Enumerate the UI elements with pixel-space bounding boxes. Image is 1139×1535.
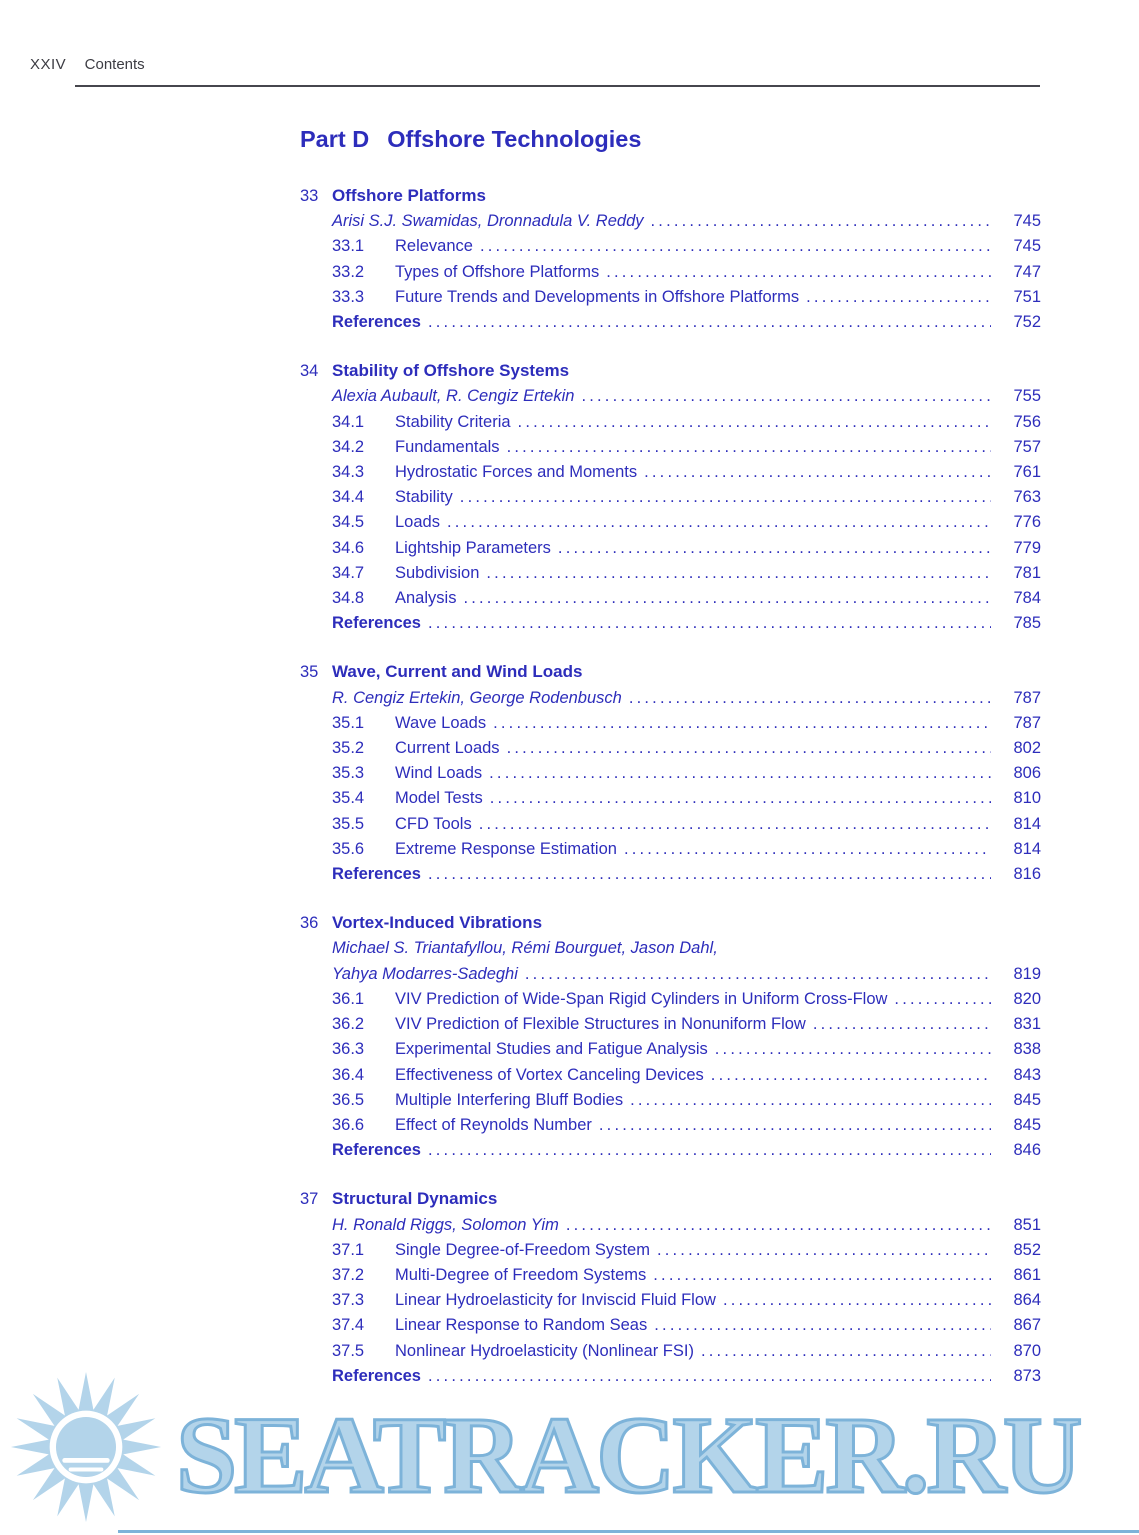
watermark [0, 1358, 1139, 1535]
section-title: Linear Hydroelasticity for Inviscid Fluid Flow [395, 1291, 716, 1310]
section-title: VIV Prediction of Flexible Structures in Nonuniform Flow [395, 1015, 806, 1034]
chapter-title: Structural Dynamics [332, 1189, 498, 1209]
page-ref: 816 [1013, 865, 1041, 884]
toc-section-row [300, 1063, 1041, 1088]
chapter-title: Vortex-Induced Vibrations [332, 913, 543, 933]
section-number: 34.8 [332, 589, 365, 608]
page-ref: 845 [1013, 1090, 1041, 1109]
references-row [300, 1138, 1041, 1163]
toc-section-row [300, 1288, 1041, 1313]
dot-leader [806, 285, 991, 310]
dot-leader [460, 485, 991, 510]
page-ref: 781 [1013, 563, 1041, 582]
toc-chapter-block [300, 183, 1041, 335]
toc [300, 183, 1041, 1389]
dot-leader [507, 736, 991, 761]
watermark-underline [118, 1530, 1139, 1533]
toc-chapter-block [300, 910, 1041, 1163]
section-number: 36.1 [332, 989, 365, 1008]
section-number: 34.7 [332, 563, 365, 582]
page-ref: 751 [1013, 287, 1041, 306]
page-number-label: XXIV [30, 56, 67, 73]
toc-section-row [300, 1037, 1041, 1062]
section-title: Linear Response to Random Seas [395, 1316, 648, 1335]
chapter-heading [300, 183, 1041, 209]
dot-leader [428, 862, 991, 887]
dot-leader [480, 234, 991, 259]
page-ref: 870 [1013, 1341, 1041, 1360]
references-label: References [332, 1141, 421, 1160]
sun-logo-icon [2, 1368, 170, 1526]
dot-leader [486, 561, 991, 586]
chapter-number: 37 [300, 1190, 319, 1209]
page-ref: 787 [1013, 713, 1041, 732]
section-number: 34.3 [332, 463, 365, 482]
toc-section-row [300, 234, 1041, 259]
section-number: 34.2 [332, 437, 365, 456]
toc-section-row [300, 987, 1041, 1012]
toc-section-row [300, 837, 1041, 862]
toc-section-row [300, 460, 1041, 485]
section-title: Lightship Parameters [395, 538, 551, 557]
section-number: 36.6 [332, 1115, 365, 1134]
section-title: Multiple Interfering Bluff Bodies [395, 1090, 624, 1109]
toc-section-row [300, 761, 1041, 786]
dot-leader [581, 384, 991, 409]
section-title: Multi-Degree of Freedom Systems [395, 1265, 647, 1284]
toc-section-row [300, 561, 1041, 586]
references-label: References [332, 614, 421, 633]
toc-content [300, 126, 1041, 1412]
dot-leader [518, 410, 991, 435]
chapter-authors: Alexia Aubault, R. Cengiz Ertekin [332, 387, 575, 406]
dot-leader [447, 510, 991, 535]
chapter-authors-row [300, 1213, 1041, 1238]
chapter-authors: Arisi S.J. Swamidas, Dronnadula V. Reddy [332, 212, 644, 231]
section-title: Subdivision [395, 563, 480, 582]
chapter-authors-row [300, 962, 1041, 987]
chapter-number: 36 [300, 914, 319, 933]
dot-leader [813, 1012, 991, 1037]
section-number: 35.3 [332, 764, 365, 783]
toc-chapter-block [300, 358, 1041, 636]
page-ref: 861 [1013, 1265, 1041, 1284]
section-title: Wave Loads [395, 713, 487, 732]
section-title: CFD Tools [395, 814, 472, 833]
watermark-text: SEATRACKER.RU [176, 1394, 1080, 1516]
page-ref: 873 [1013, 1366, 1041, 1385]
part-heading [300, 126, 1041, 153]
section-number: 34.5 [332, 513, 365, 532]
dot-leader [599, 1113, 991, 1138]
dot-leader [629, 686, 991, 711]
dot-leader [654, 1313, 991, 1338]
section-number: 34.1 [332, 412, 365, 431]
chapter-authors-row [300, 384, 1041, 409]
page-ref: 757 [1013, 437, 1041, 456]
toc-section-row [300, 786, 1041, 811]
dot-leader [657, 1238, 991, 1263]
page-ref: 852 [1013, 1240, 1041, 1259]
chapter-title: Wave, Current and Wind Loads [332, 662, 583, 682]
dot-leader [490, 786, 991, 811]
page-ref: 787 [1013, 688, 1041, 707]
page-ref: 814 [1013, 839, 1041, 858]
dot-leader [463, 586, 991, 611]
references-label: References [332, 865, 421, 884]
section-number: 33.3 [332, 287, 365, 306]
toc-section-row [300, 510, 1041, 535]
page-header [30, 56, 145, 74]
dot-leader [493, 711, 991, 736]
section-title: VIV Prediction of Wide-Span Rigid Cylinders in Uniform Cross-Flow [395, 989, 888, 1008]
chapter-heading [300, 910, 1041, 936]
contents-label: Contents [84, 56, 145, 73]
dot-leader [624, 837, 991, 862]
page-ref: 810 [1013, 789, 1041, 808]
section-number: 33.2 [332, 262, 365, 281]
section-title: Loads [395, 513, 440, 532]
dot-leader [428, 1138, 991, 1163]
toc-section-row [300, 1313, 1041, 1338]
page-ref: 755 [1013, 387, 1041, 406]
section-title: Effectiveness of Vortex Canceling Devices [395, 1065, 704, 1084]
section-title: Single Degree-of-Freedom System [395, 1240, 650, 1259]
section-title: Future Trends and Developments in Offshore Platforms [395, 287, 800, 306]
chapter-authors: H. Ronald Riggs, Solomon Yim [332, 1215, 559, 1234]
section-number: 36.3 [332, 1040, 365, 1059]
dot-leader [606, 260, 991, 285]
toc-section-row [300, 1238, 1041, 1263]
section-number: 37.5 [332, 1341, 365, 1360]
chapter-authors-row [300, 936, 1041, 961]
dot-leader [428, 611, 991, 636]
section-number: 37.4 [332, 1316, 365, 1335]
section-title: Relevance [395, 237, 473, 256]
section-title: Current Loads [395, 739, 500, 758]
toc-section-row [300, 410, 1041, 435]
page-ref: 779 [1013, 538, 1041, 557]
dot-leader [566, 1213, 991, 1238]
dot-leader [723, 1288, 991, 1313]
dot-leader [507, 435, 991, 460]
page-ref: 820 [1013, 989, 1041, 1008]
page-ref: 814 [1013, 814, 1041, 833]
chapter-authors: Yahya Modarres-Sadeghi [332, 964, 518, 983]
section-title: Model Tests [395, 789, 483, 808]
chapter-number: 33 [300, 187, 319, 205]
section-title: Analysis [395, 589, 457, 608]
references-label: References [332, 1366, 421, 1385]
toc-section-row [300, 285, 1041, 310]
dot-leader [644, 460, 991, 485]
page-ref: 784 [1013, 589, 1041, 608]
page-ref: 785 [1013, 614, 1041, 633]
page-ref: 845 [1013, 1115, 1041, 1134]
page-ref: 867 [1013, 1316, 1041, 1335]
toc-section-row [300, 1012, 1041, 1037]
page-ref: 851 [1013, 1215, 1041, 1234]
chapter-heading [300, 1186, 1041, 1212]
section-number: 35.4 [332, 789, 365, 808]
part-title: Offshore Technologies [387, 126, 642, 152]
page-ref: 819 [1013, 964, 1041, 983]
page-ref: 864 [1013, 1291, 1041, 1310]
section-number: 35.5 [332, 814, 365, 833]
toc-section-row [300, 1113, 1041, 1138]
toc-section-row [300, 711, 1041, 736]
page-ref: 756 [1013, 412, 1041, 431]
section-number: 35.1 [332, 713, 365, 732]
chapter-authors: R. Cengiz Ertekin, George Rodenbusch [332, 688, 622, 707]
section-number: 35.6 [332, 839, 365, 858]
page-ref: 745 [1013, 237, 1041, 256]
section-title: Experimental Studies and Fatigue Analysis [395, 1040, 708, 1059]
section-number: 33.1 [332, 237, 365, 256]
toc-section-row [300, 1263, 1041, 1288]
page-ref: 846 [1013, 1141, 1041, 1160]
chapter-title: Stability of Offshore Systems [332, 361, 570, 381]
section-number: 34.4 [332, 488, 365, 507]
page-ref: 802 [1013, 739, 1041, 758]
section-title: Stability [395, 488, 453, 507]
toc-section-row [300, 435, 1041, 460]
toc-section-row [300, 586, 1041, 611]
section-number: 37.2 [332, 1265, 365, 1284]
chapter-authors: Michael S. Triantafyllou, Rémi Bourguet, Jason Dahl, [332, 939, 718, 958]
page-ref: 776 [1013, 513, 1041, 532]
section-title: Hydrostatic Forces and Moments [395, 463, 638, 482]
toc-section-row [300, 812, 1041, 837]
section-title: Wind Loads [395, 764, 483, 783]
toc-section-row [300, 736, 1041, 761]
references-label: References [332, 313, 421, 332]
section-number: 35.2 [332, 739, 365, 758]
page-ref: 806 [1013, 764, 1041, 783]
section-number: 36.2 [332, 1015, 365, 1034]
chapter-title: Offshore Platforms [332, 186, 486, 205]
dot-leader [428, 310, 991, 335]
section-title: Types of Offshore Platforms [395, 262, 600, 281]
page-ref: 843 [1013, 1065, 1041, 1084]
references-row [300, 611, 1041, 636]
section-number: 37.1 [332, 1240, 365, 1259]
dot-leader [894, 987, 991, 1012]
part-label: Part D [300, 126, 370, 152]
dot-leader [479, 812, 991, 837]
page-ref: 761 [1013, 463, 1041, 482]
chapter-authors-row [300, 209, 1041, 234]
chapter-number: 35 [300, 663, 319, 682]
toc-section-row [300, 1088, 1041, 1113]
section-number: 36.5 [332, 1090, 365, 1109]
page-ref: 831 [1013, 1015, 1041, 1034]
page-ref: 752 [1013, 313, 1041, 332]
section-title: Effect of Reynolds Number [395, 1115, 592, 1134]
section-title: Stability Criteria [395, 412, 511, 431]
chapter-number: 34 [300, 362, 319, 381]
chapter-heading [300, 358, 1041, 384]
section-title: Fundamentals [395, 437, 500, 456]
page-ref: 745 [1013, 212, 1041, 231]
toc-chapter-block [300, 659, 1041, 887]
dot-leader [653, 1263, 991, 1288]
section-number: 36.4 [332, 1065, 365, 1084]
page-ref: 763 [1013, 488, 1041, 507]
dot-leader [558, 536, 991, 561]
dot-leader [711, 1063, 991, 1088]
header-rule [75, 85, 1040, 87]
section-number: 34.6 [332, 538, 365, 557]
section-title: Nonlinear Hydroelasticity (Nonlinear FSI) [395, 1341, 694, 1360]
toc-section-row [300, 260, 1041, 285]
references-row [300, 310, 1041, 335]
page-ref: 838 [1013, 1040, 1041, 1059]
section-number: 37.3 [332, 1291, 365, 1310]
chapter-heading [300, 659, 1041, 685]
references-row [300, 862, 1041, 887]
dot-leader [525, 962, 991, 987]
dot-leader [489, 761, 991, 786]
section-title: Extreme Response Estimation [395, 839, 617, 858]
toc-section-row [300, 536, 1041, 561]
dot-leader [651, 209, 992, 234]
toc-section-row [300, 485, 1041, 510]
page-ref: 747 [1013, 262, 1041, 281]
dot-leader [715, 1037, 991, 1062]
dot-leader [630, 1088, 991, 1113]
chapter-authors-row [300, 686, 1041, 711]
